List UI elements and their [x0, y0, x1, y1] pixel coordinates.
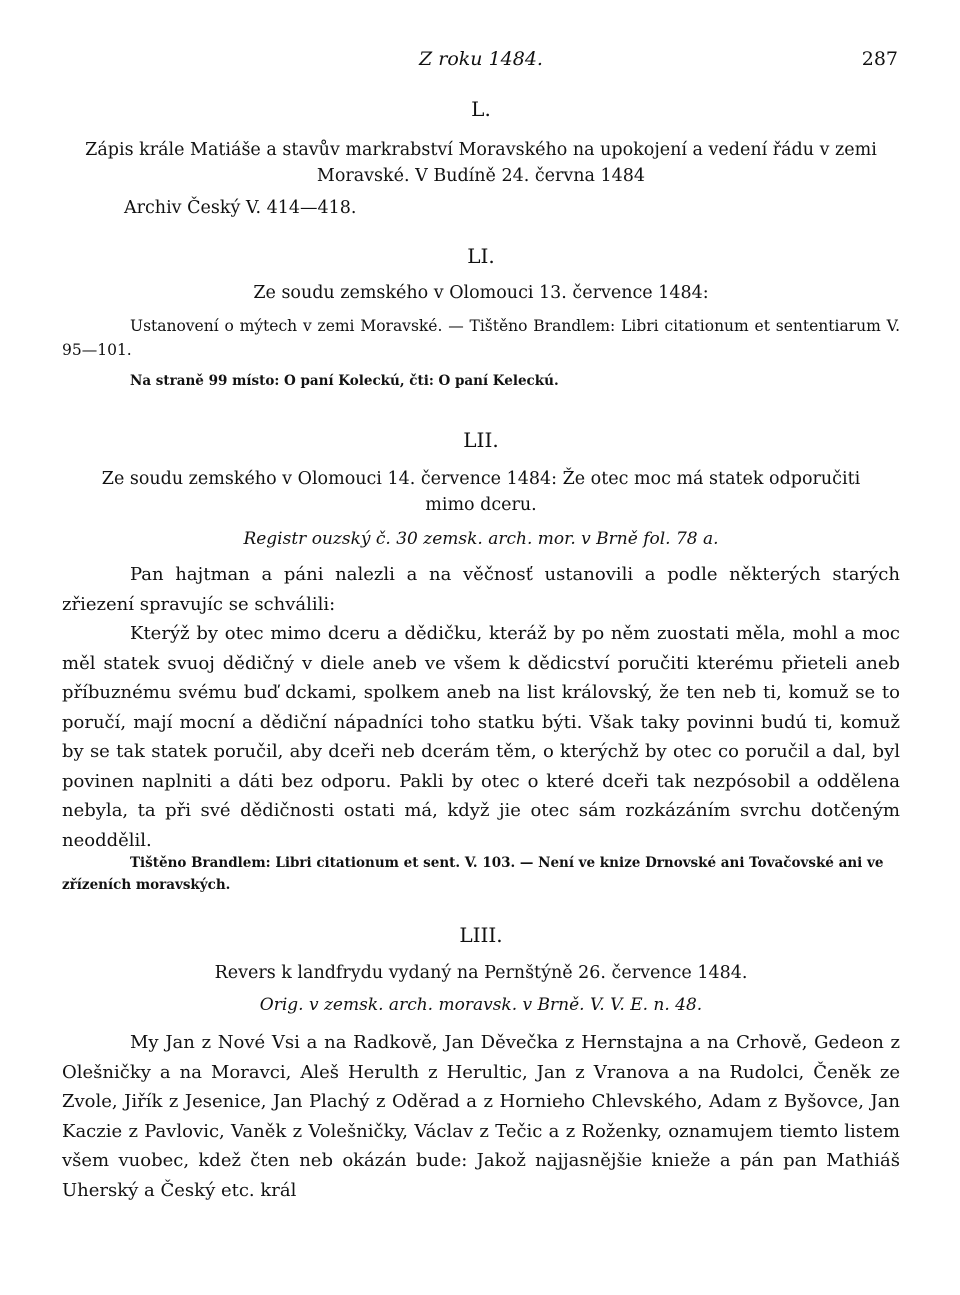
section-LII-body [62, 560, 900, 855]
section-heading: Zápis krále Matiáše a stavův markrabství Moravského na upokojení a vedení řádu v zemi Moravské. V Budíně 24. června 1484 [85, 140, 877, 186]
section-footnote: Tištěno Brandlem: Libri citationum et sent. V. 103. — Není ve knize Drnovské ani Tovačovské ani ve zřízeních moravských. [62, 855, 884, 893]
section-source: Archiv Český V. 414—418. [124, 198, 357, 218]
section-LIII-heading-block [62, 960, 900, 986]
section-LII-footnote-block [62, 852, 900, 896]
paragraph: Kterýž by otec mimo dceru a dědičku, kteráž by po něm zuostati měla, mohl a moc měl statek svuoj dědičný v diele aneb ve všem k dědicství poručiti kterému přieteli aneb příbuznému svému buď dckami, spolkem aneb na list královský, že ten neb ti, komuž se to poručí, mají mocní a dědiční nápadníci toho statku býti. Však taky povinni budú ti, komuž by se tak statek poručil, aby dceři neb dcerám těm, o kterýchž by otec co poručil a dal, byl povinen naplniti a dáti bez odporu. Pakli by otec o které dceři tak nezpósobil a oddělena nebyla, ta při své dědičnosti ostati má, když jie otec sám rozkázáním svrchu dotčeným neoddělil. [62, 623, 900, 851]
page-number: 287 [861, 48, 898, 70]
section-heading: Ze soudu zemského v Olomouci 14. července 1484: Že otec moc má statek odporučiti mimo dceru. [101, 469, 861, 515]
section-LI-small-note-block [62, 370, 900, 392]
section-LII-heading-block [62, 466, 900, 518]
section-source: Orig. v zemsk. arch. moravsk. v Brně. V. V. E. n. 48. [259, 995, 703, 1015]
section-source: Registr ouzský č. 30 zemsk. arch. mor. v Brně fol. 78 a. [243, 529, 719, 549]
section-number: LI. [467, 244, 495, 268]
section-LI [62, 244, 900, 268]
section-LII [62, 428, 900, 452]
section-heading: Ze soudu zemského v Olomouci 13. července 1484: [253, 283, 709, 303]
section-L-source-block [62, 195, 900, 221]
section-LII-source-block [62, 527, 900, 551]
section-LIII-body [62, 1028, 900, 1205]
section-LI-note-block [62, 314, 900, 362]
section-small-note: Na straně 99 místo: O paní Koleckú, čti: O paní Keleckú. [130, 373, 559, 389]
section-number: LII. [463, 428, 499, 452]
section-number: L. [471, 97, 491, 121]
paragraph: Pan hajtman a páni nalezli a na věčnosť ustanovili a podle některých starých zřiezení spravujíc se schválili: [62, 564, 900, 615]
section-LIII-source-block [62, 993, 900, 1017]
section-number: LIII. [459, 923, 503, 947]
paragraph: My Jan z Nové Vsi a na Radkově, Jan Děvečka z Hernstajna a na Crhově, Gedeon z Olešničky a na Moravci, Aleš Herulth z Herultic, Jan z Vranova a na Rudolci, Čeněk ze Zvole, Jiřík z Jesenice, Jan Plachý z Oděrad a z Hornieho Chlevského, Adam z Byšovce, Jan Kaczie z Pavlovic, Vaněk z Volešničky, Václav z Tečic a z Roženky, oznamujem tiemto listem všem vuobec, kdež čten neb okázán bude: Jakož najjasnějšie knieže a pán pan Mathiáš Uherský a Český etc. král [62, 1032, 900, 1201]
running-head [62, 48, 900, 74]
section-L [62, 97, 900, 121]
section-LI-heading-block [62, 280, 900, 306]
section-heading: Revers k landfrydu vydaný na Pernštýně 26. července 1484. [214, 963, 748, 983]
section-L-heading-block [62, 137, 900, 189]
section-note: Ustanovení o mýtech v zemi Moravské. — Tištěno Brandlem: Libri citationum et sententiarum V. 95—101. [62, 317, 900, 359]
section-LIII [62, 923, 900, 947]
running-head-title: Z roku 1484. [419, 48, 543, 70]
